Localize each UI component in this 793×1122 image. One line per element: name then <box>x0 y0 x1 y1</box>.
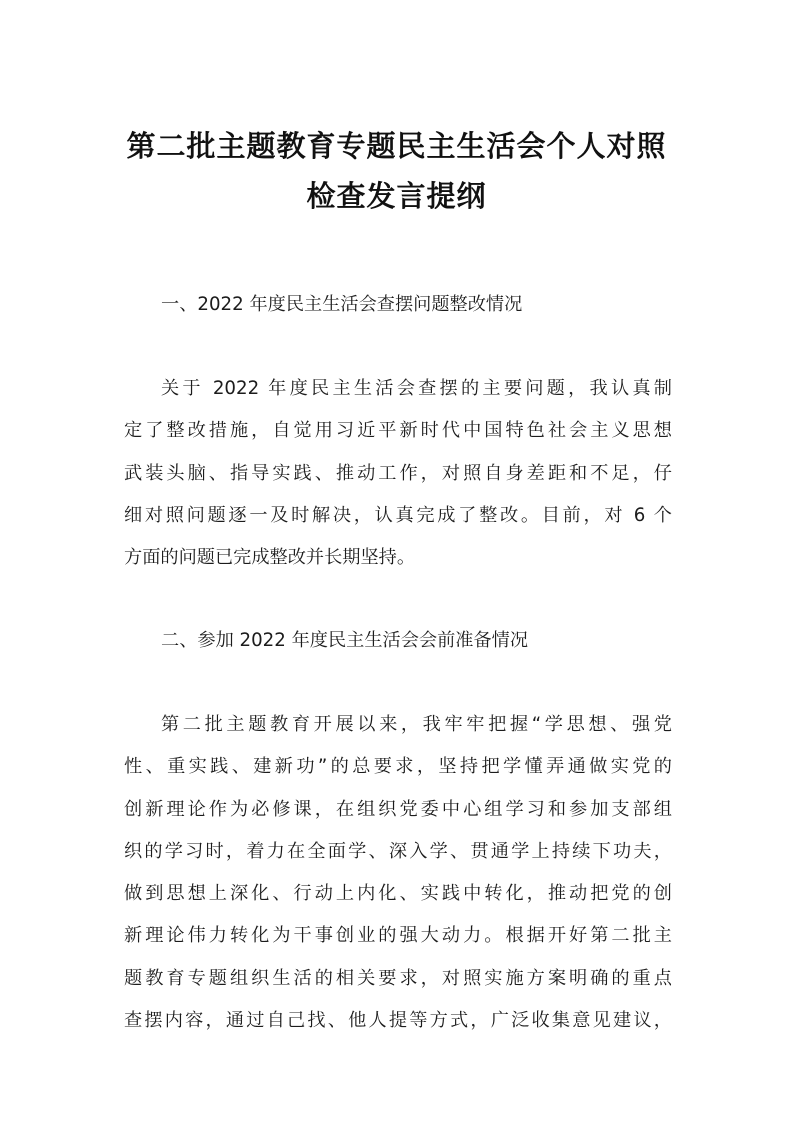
section-2-paragraph-line: 查摆内容，通过自己找、他人提等方式，广泛收集意见建议， <box>124 1010 672 1031</box>
section-2-paragraph-line: 新理论伟力转化为干事创业的强大动力。根据开好第二批主 <box>124 925 672 946</box>
section-2-paragraph-line: 创新理论作为必修课，在组织党委中心组学习和参加支部组 <box>124 799 672 820</box>
document-title-line-2: 检查发言提纲 <box>306 179 487 213</box>
section-1-paragraph-line: 关于 2022 年度民主生活会查摆的主要问题，我认真制 <box>161 378 672 399</box>
document-title-line-1: 第二批主题教育专题民主生活会个人对照 <box>126 129 667 163</box>
section-2-paragraph-line: 第二批主题教育开展以来，我牢牢把握“学思想、强党 <box>161 714 672 735</box>
section-2-paragraph-line: 织的学习时，着力在全面学、深入学、贯通学上持续下功夫， <box>124 841 672 862</box>
section-1-paragraph-line: 武装头脑、指导实践、推动工作，对照自身差距和不足，仔 <box>124 463 672 484</box>
section-1-paragraph-line: 细对照问题逐一及时解决，认真完成了整改。目前，对 6 个 <box>124 505 672 526</box>
section-2-heading: 二、参加 2022 年度民主生活会会前准备情况 <box>161 630 529 651</box>
section-1-heading: 一、2022 年度民主生活会查摆问题整改情况 <box>161 294 523 315</box>
section-2-paragraph-line: 性、重实践、建新功”的总要求，坚持把学懂弄通做实党的 <box>124 756 672 777</box>
section-1-paragraph-line: 方面的问题已完成整改并长期坚持。 <box>124 547 416 568</box>
section-2-paragraph-line: 做到思想上深化、行动上内化、实践中转化，推动把党的创 <box>124 883 672 904</box>
section-1-paragraph-line: 定了整改措施，自觉用习近平新时代中国特色社会主义思想 <box>124 420 672 441</box>
section-2-paragraph-line: 题教育专题组织生活的相关要求，对照实施方案明确的重点 <box>124 968 672 989</box>
